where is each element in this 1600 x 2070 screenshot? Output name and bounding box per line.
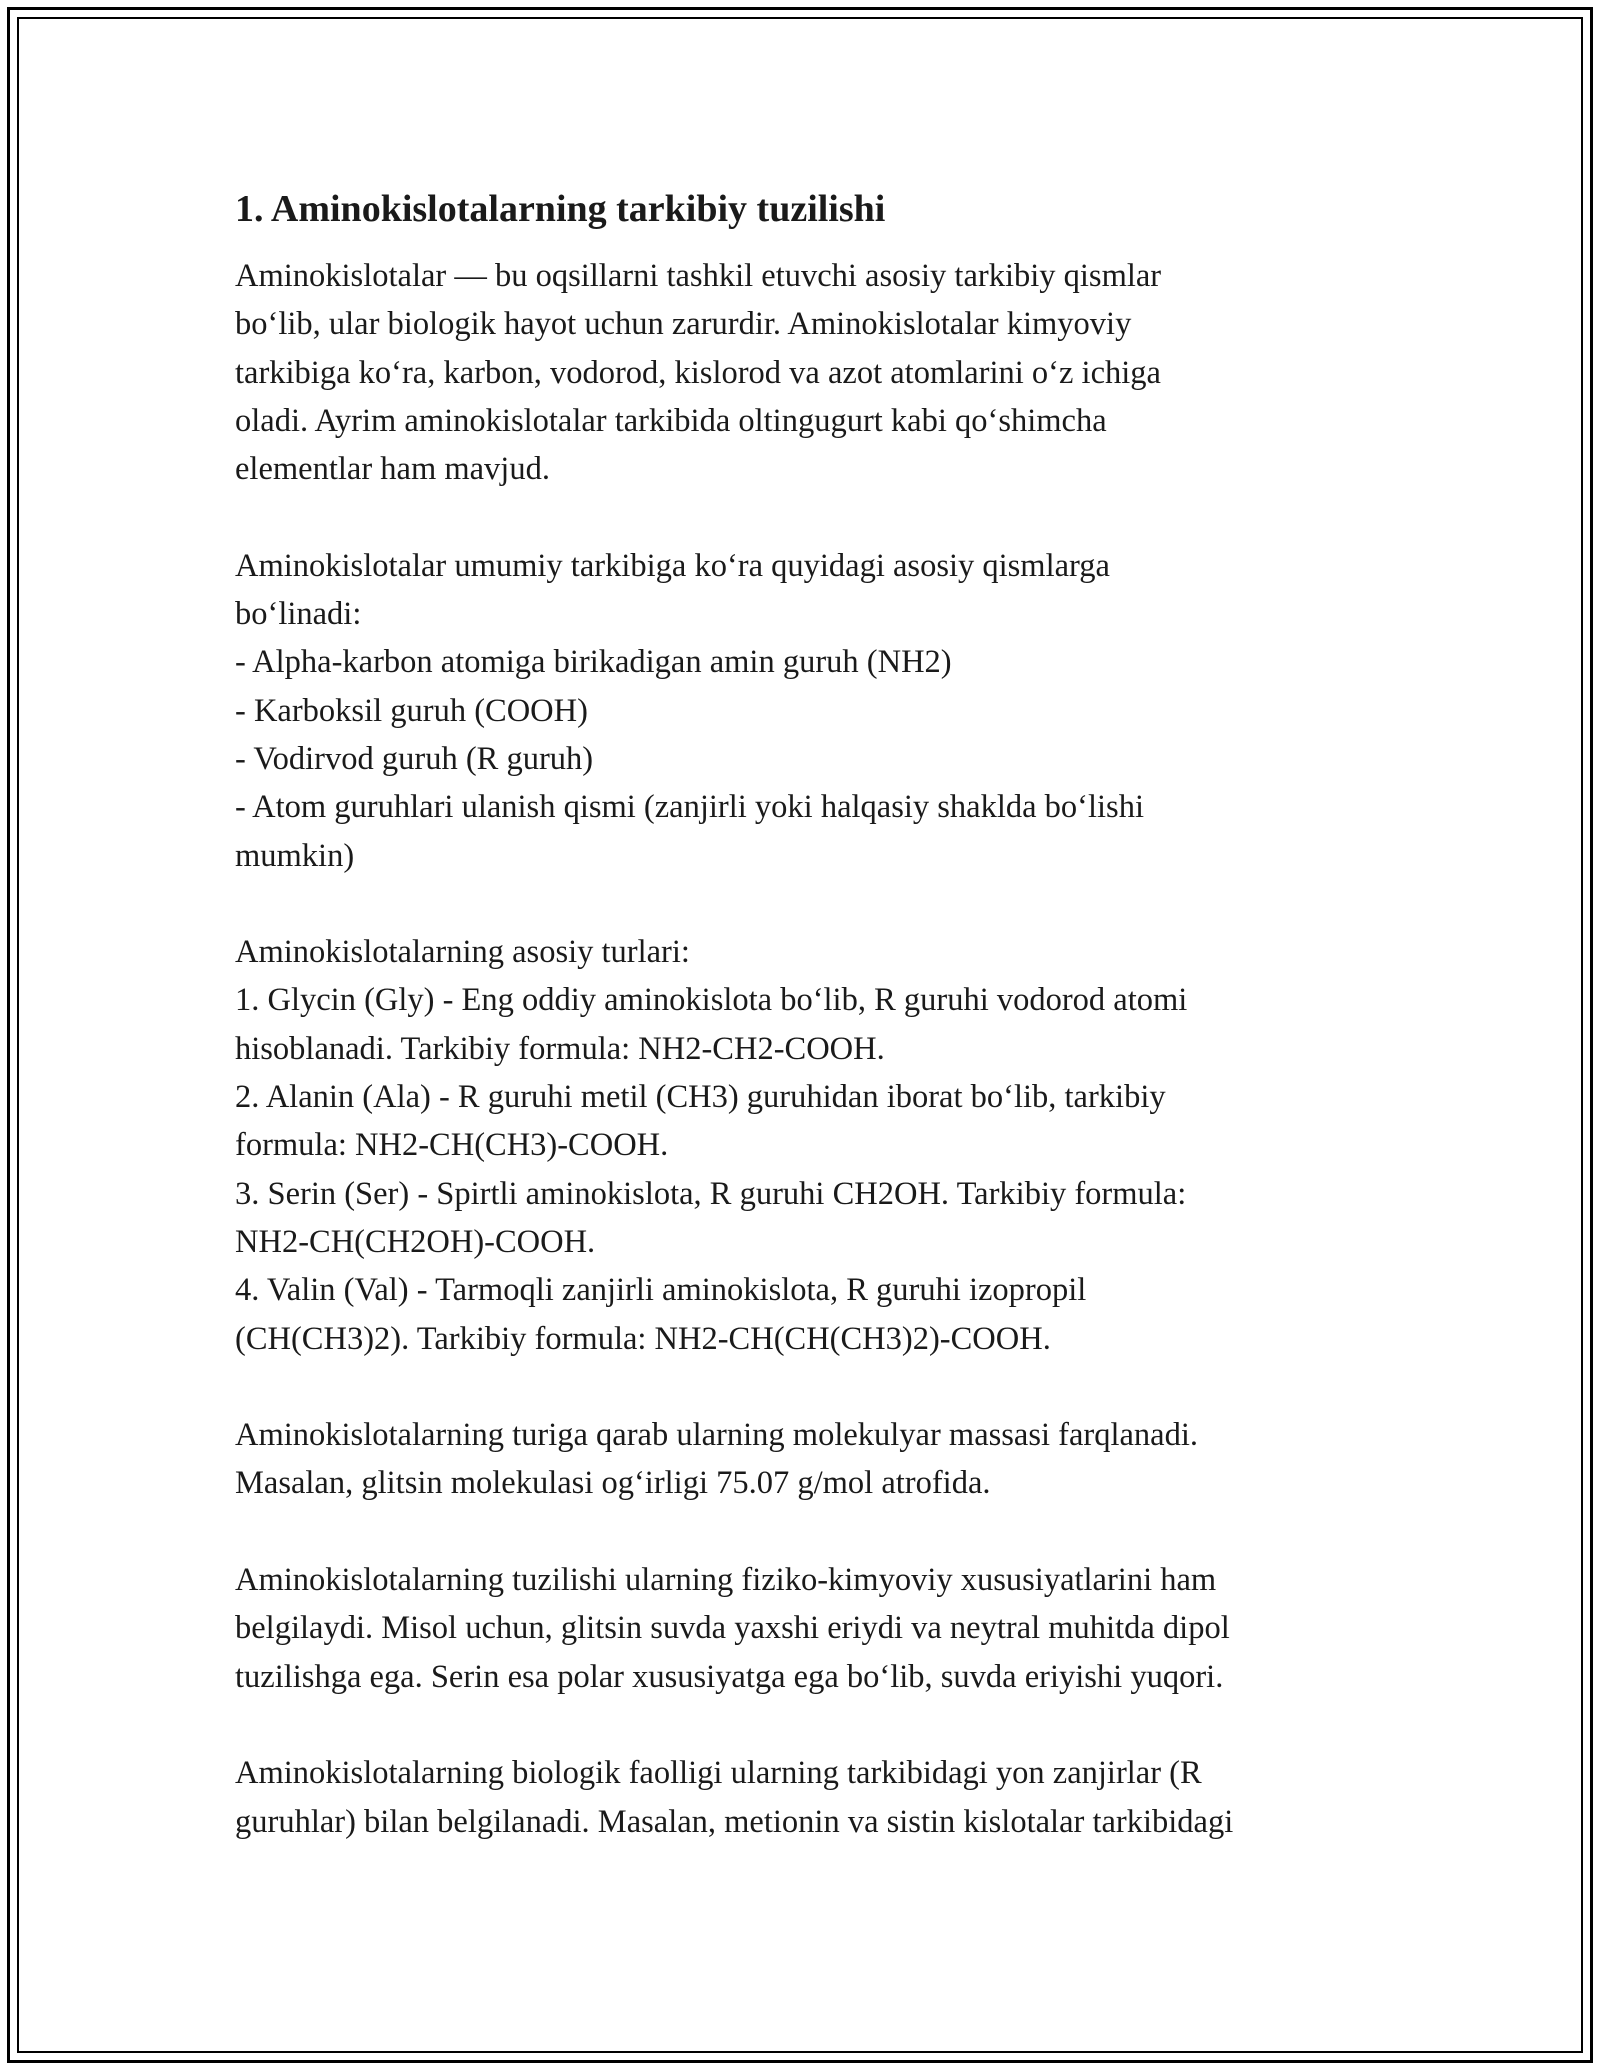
list-item: - Alpha-karbon atomiga birikadigan amin guruh (NH2) (235, 644, 952, 681)
text-line: formula: NH2-CH(CH3)-COOH. (235, 1127, 669, 1164)
list-item: - Karboksil guruh (COOH) (235, 692, 588, 729)
text-line: Aminokislotalarning asosiy turlari: (235, 934, 690, 971)
text-line: bo‘linadi: (235, 596, 362, 633)
paragraph-intro (235, 252, 1385, 493)
paragraph-components (235, 542, 1385, 880)
paragraph-properties (235, 1556, 1385, 1701)
text-line: oladi. Ayrim aminokislotalar tarkibida oltingugurt kabi qo‘shimcha (235, 402, 1107, 439)
list-item: 2. Alanin (Ala) - R guruhi metil (CH3) guruhidan iborat bo‘lib, tarkibiy (235, 1079, 1166, 1116)
text-line: elementlar ham mavjud. (235, 451, 550, 488)
paragraph-types (235, 928, 1385, 1363)
text-line: (CH(CH3)2). Tarkibiy formula: NH2-CH(CH(CH3)2)-COOH. (235, 1320, 1051, 1357)
text-line: belgilaydi. Misol uchun, glitsin suvda yaxshi eriydi va neytral muhitda dipol (235, 1610, 1230, 1647)
text-line: Aminokislotalar umumiy tarkibiga ko‘ra quyidagi asosiy qismlarga (235, 547, 1110, 584)
text-line: hisoblanadi. Tarkibiy formula: NH2-CH2-COOH. (235, 1030, 885, 1067)
text-line: NH2-CH(CH2OH)-COOH. (235, 1223, 596, 1260)
text-line: tarkibiga ko‘ra, karbon, vodorod, kislorod va azot atomlarini o‘z ichiga (235, 354, 1161, 391)
text-line: Aminokislotalar — bu oqsillarni tashkil etuvchi asosiy tarkibiy qismlar (235, 258, 1162, 294)
text-line: Masalan, glitsin molekulasi og‘irligi 75.07 g/mol atrofida. (235, 1465, 991, 1502)
list-item: - Atom guruhlari ulanish qismi (zanjirli yoki halqasiy shaklda bo‘lishi (235, 789, 1144, 826)
list-item: 1. Glycin (Gly) - Eng oddiy aminokislota bo‘lib, R guruhi vodorod atomi (235, 982, 1188, 1019)
section-heading: 1. Aminokislotalarning tarkibiy tuzilishi (235, 188, 886, 230)
text-line: tuzilishga ega. Serin esa polar xususiyatga ega bo‘lib, suvda eriyishi yuqori. (235, 1658, 1224, 1695)
text-line: Aminokislotalarning biologik faolligi ularning tarkibidagi yon zanjirlar (R (235, 1755, 1202, 1792)
text-line: bo‘lib, ular biologik hayot uchun zarurdir. Aminokislotalar kimyoviy (235, 306, 1132, 343)
document-body (235, 184, 1385, 1846)
text-line: Aminokislotalarning turiga qarab ularning molekulyar massasi farqlanadi. (235, 1417, 1199, 1454)
text-line: guruhlar) bilan belgilanadi. Masalan, metionin va sistin kislotalar tarkibidagi (235, 1803, 1234, 1840)
list-item: - Vodirvod guruh (R guruh) (235, 740, 594, 777)
paragraph-mass (235, 1411, 1385, 1508)
text-line: Aminokislotalarning tuzilishi ularning fiziko-kimyoviy xususiyatlarini ham (235, 1562, 1217, 1599)
paragraph-activity (235, 1749, 1385, 1846)
list-item: 3. Serin (Ser) - Spirtli aminokislota, R guruhi CH2OH. Tarkibiy formula: (235, 1175, 1187, 1212)
list-item: 4. Valin (Val) - Tarmoqli zanjirli aminokislota, R guruhi izopropil (235, 1272, 1087, 1309)
text-line: mumkin) (235, 837, 355, 874)
